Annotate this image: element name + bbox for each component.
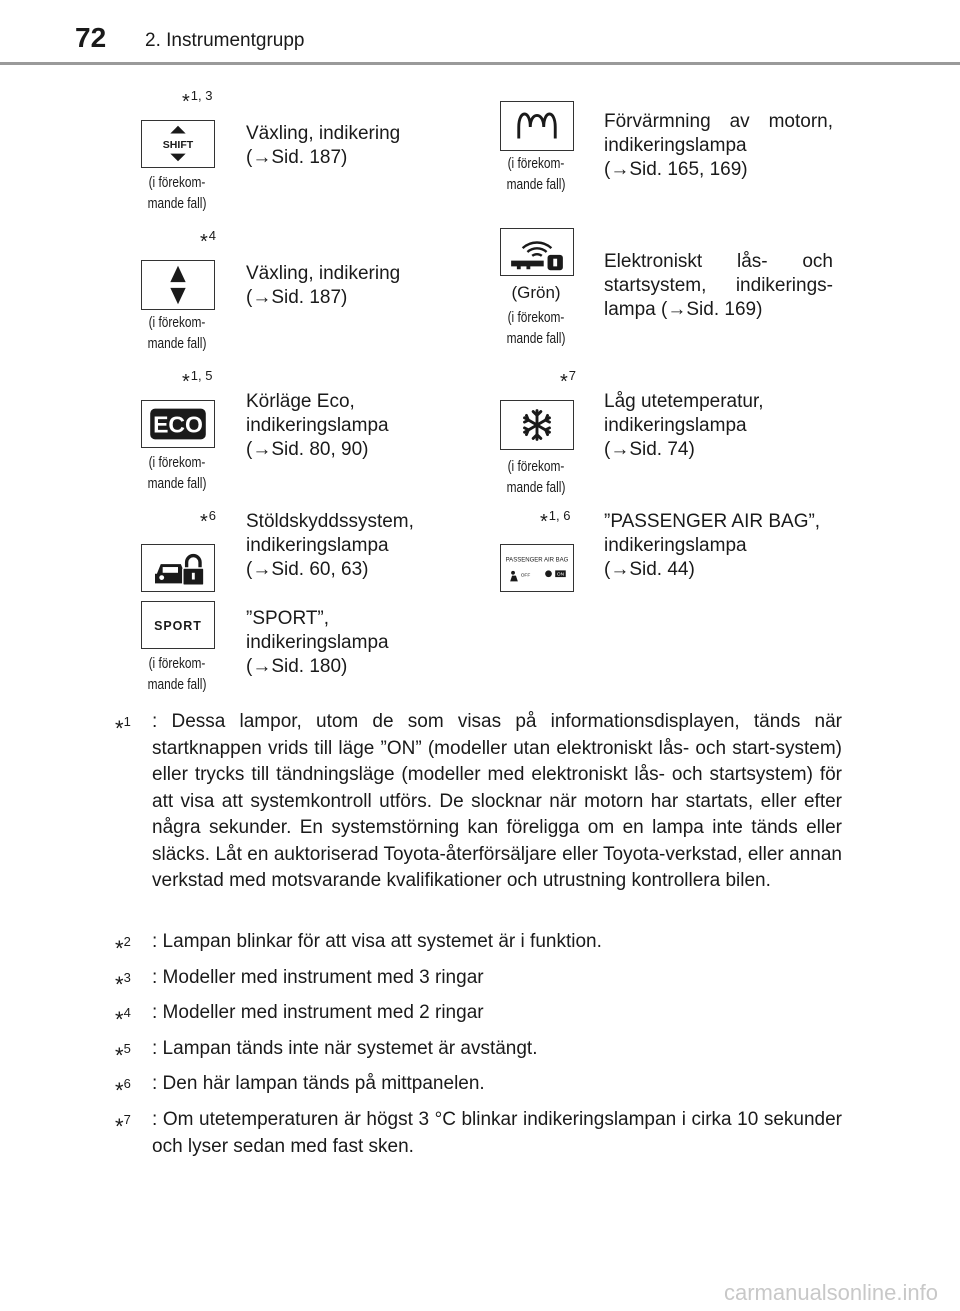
indicator-description: Körläge Eco, indikeringslampa (→Sid. 80, 90) (246, 391, 389, 460)
availability-note: (i förekom- mande fall) (147, 175, 207, 212)
svg-text:ON: ON (556, 572, 565, 578)
footnote-marker: *6 (200, 508, 217, 533)
indicator-description: Växling, indikering (→Sid. 187) (246, 263, 401, 308)
footnote: *$^4$ : Modeller med instrument med 2 ringar (115, 1002, 484, 1032)
indicator-description: Växling, indikering (→Sid. 187) (246, 123, 401, 168)
footnote-marker: *1, 3 (182, 88, 213, 113)
footnote-marker: *7 (560, 368, 577, 393)
glow-plug-icon (500, 101, 574, 151)
sport-mode-icon (141, 601, 215, 649)
svg-text:PASSENGER AIR BAG: PASSENGER AIR BAG (505, 557, 569, 564)
header-divider (0, 62, 960, 65)
shift-arrows-icon (141, 260, 215, 310)
shift-indicator-icon (141, 120, 215, 168)
indicator-description: Stöldskyddssystem, indikeringslampa (→Sid. 60, 63) (246, 511, 414, 580)
indicator-description: Låg utetemperatur, indikeringslampa (→Sid. 74) (604, 391, 764, 460)
svg-text:OFF: OFF (520, 573, 531, 579)
eco-mode-icon (141, 400, 215, 448)
footnote-marker: *1, 5 (182, 368, 213, 393)
availability-note: (i förekom- mande fall) (506, 459, 566, 496)
svg-text:ECO: ECO (153, 411, 203, 438)
footnote: *$^3$ : Modeller med instrument med 3 ringar (115, 967, 484, 997)
footnote-marker: *4 (200, 228, 217, 253)
footnote: *$^7$ : Om utetemperaturen är högst 3 °C blinkar indikeringslampan i cirka 10 sekunder och lyser sedan med fast sken. (115, 1109, 842, 1157)
indicator-description: ”PASSENGER AIR BAG”, indikeringslampa (→Sid. 44) (604, 511, 821, 580)
footnote: *$^2$ : Lampan blinkar för att visa att systemet är i funktion. (115, 931, 602, 961)
indicator-description: Förvärmning av motorn, indikeringslampa (→Sid. 165, 169) (604, 111, 833, 180)
theft-deterrent-icon (141, 544, 215, 592)
footnote: *$^1$ : Dessa lampor, utom de som visas på informationsdisplayen, tänds när startknappen vrids till läge ”ON” (modeller utan elektroniskt lås- och start-system) eller trycks till tändningsläge (modeller med elektroniskt lås- och startsystem) för att visa att systemkontroll utförs. De slocknar när motorn har startats, eller efter några sekunder. En systemstörning kan föreligga om en lampa inte tänds eller släcks. Låt en auktoriserad Toyota-återförsäljare eller Toyota-verkstad, eller annan verkstad med motsvarande kvalifikationer och utrustning kontrollera bilen. (115, 711, 842, 891)
availability-note: (i förekom- mande fall) (147, 455, 207, 492)
watermark: carmanualsonline.info (723, 1280, 938, 1305)
footnote: *$^5$ : Lampan tänds inte när systemet är avstängt. (115, 1038, 538, 1068)
color-note: (Grön) (511, 283, 561, 302)
indicator-description: Elektroniskt lås- och startsystem, indikerings- lampa (→Sid. 169) (604, 251, 833, 320)
footnote: *$^6$ : Den här lampan tänds på mittpanelen. (115, 1073, 485, 1103)
svg-text:SPORT: SPORT (154, 618, 202, 633)
indicator-description: ”SPORT”, indikeringslampa (→Sid. 180) (246, 608, 389, 677)
availability-note: (i förekom- mande fall) (506, 156, 566, 193)
availability-note: (i förekom- mande fall) (147, 656, 207, 693)
page-number: 72 (75, 22, 107, 53)
availability-note: (i förekom- mande fall) (147, 315, 207, 352)
footnote-marker: *1, 6 (540, 508, 571, 533)
section-title: 2. Instrumentgrupp (145, 30, 305, 51)
snowflake-icon (500, 400, 574, 450)
availability-note: (i förekom- mande fall) (506, 310, 566, 347)
svg-text:SHIFT: SHIFT (162, 138, 194, 151)
smart-key-icon (500, 228, 574, 276)
passenger-airbag-icon (500, 544, 574, 592)
